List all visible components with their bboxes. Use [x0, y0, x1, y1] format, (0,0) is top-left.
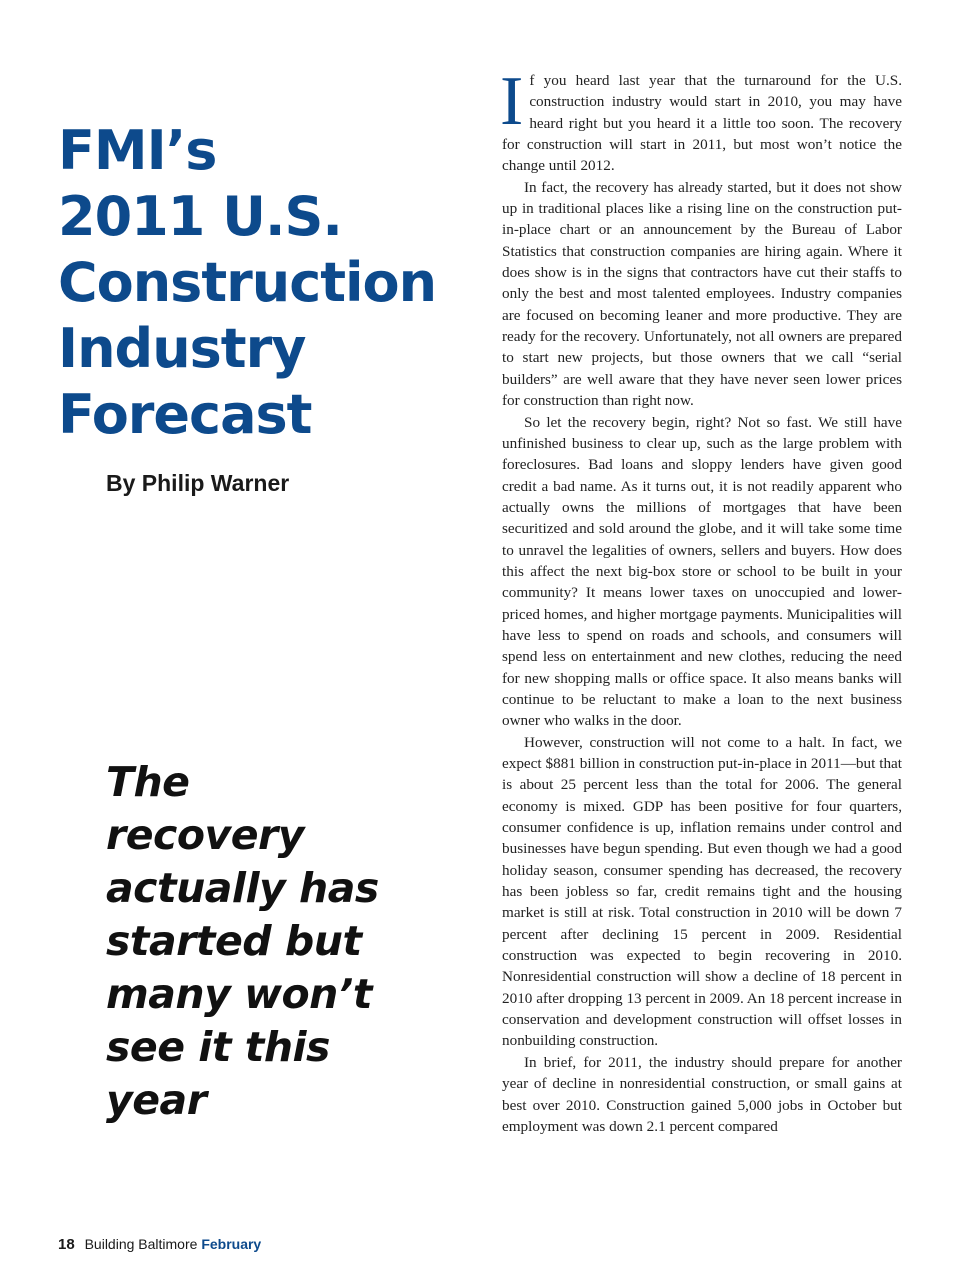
byline: By Philip Warner	[106, 470, 290, 496]
body-paragraph: In brief, for 2011, the industry should prepare for another year of decline in nonresidential construction, or small gains at best over 2010. Construction gained 5,000 jobs in October but employment was down 2.1 percent compared	[502, 1053, 902, 1135]
publication-name: Building Baltimore	[84, 1236, 198, 1252]
pull-quote	[106, 756, 426, 1127]
pull-quote-line: many won’t	[106, 970, 372, 1018]
drop-cap: I	[500, 63, 524, 140]
page-footer	[58, 1236, 261, 1253]
issue-month: February	[201, 1236, 262, 1252]
article-title	[58, 118, 488, 448]
pull-quote-line: recovery	[106, 811, 304, 859]
body-paragraph-text: f you heard last year that the turnaround for the U.S. construction industry would start in 2010, you may have heard right but you heard it a little too soon. The recovery for construction will start in 2011, but most won’t notice the change until 2012.	[502, 72, 902, 175]
pull-quote-line: started but	[106, 917, 362, 965]
title-line: 2011 U.S.	[58, 185, 342, 248]
body-paragraph	[500, 63, 902, 177]
pull-quote-line: The	[106, 758, 190, 806]
page-number: 18	[58, 1236, 75, 1253]
body-paragraph: However, construction will not come to a halt. In fact, we expect $881 billion in construction put-in-place in 2011—but that is about 25 percent less than the total for 2006. The general economy is mixed. GDP has been positive for four quarters, consumer confidence is up, inflation remains under control and businesses have begun spending. But even though we had a good holiday season, consumer spending has decreased, the recovery has been jobless so far, credit remains tight and the housing market is still at risk. Total construction in 2010 will be down 7 percent after declining 15 percent in 2009. Residential construction was expected to begin recovering in 2010. Nonresidential construction will show a decline of 18 percent in 2010 after dropping 13 percent in 2009. An 18 percent increase in conservation and development construction will offset losses in nonbuilding construction.	[502, 733, 902, 1050]
pull-quote-line: see it this	[106, 1023, 330, 1071]
article-body	[500, 63, 902, 1137]
body-paragraph: So let the recovery begin, right? Not so fast. We still have unfinished business to clear up, such as the large problem with foreclosures. Bad loans and sloppy lenders have given good credit a bad name. As it turns out, it is not readily apparent who actually owns the millions of mortgages that have been securitized and sold around the globe, and it will take some time to unravel the legalities of owners, sellers and buyers. How does this affect the next big-box store or school to be built in your community? It means lower taxes on unoccupied and lower-priced homes, and higher mortgage payments. Municipalities will have less to spend on roads and schools, and consumers will spend less on entertainment and new clothes, reducing the need for new shopping malls or office space. It also means banks will continue to be reluctant to make a loan to the next business owner who walks in the door.	[502, 413, 902, 730]
title-line: FMI’s	[58, 119, 217, 182]
pull-quote-line: actually has	[106, 864, 379, 912]
title-line: Industry	[58, 317, 306, 380]
pull-quote-line: year	[106, 1076, 207, 1124]
body-paragraph: In fact, the recovery has already started, but it does not show up in traditional places like a rising line on the construction put-in-place chart or an announcement by the Bureau of Labor Statistics that construction companies are hiring again. Where it does show is in the signs that contractors have cut their staffs to only the best and most talented employees. Industry companies are focused on becoming leaner and more productive. They are ready for the recovery. Unfortunately, not all owners are prepared to start new projects, but those owners that we call “serial builders” are well aware that they have never seen lower prices for construction than right now.	[502, 178, 902, 410]
title-line: Construction	[58, 251, 437, 314]
title-line: Forecast	[58, 383, 312, 446]
